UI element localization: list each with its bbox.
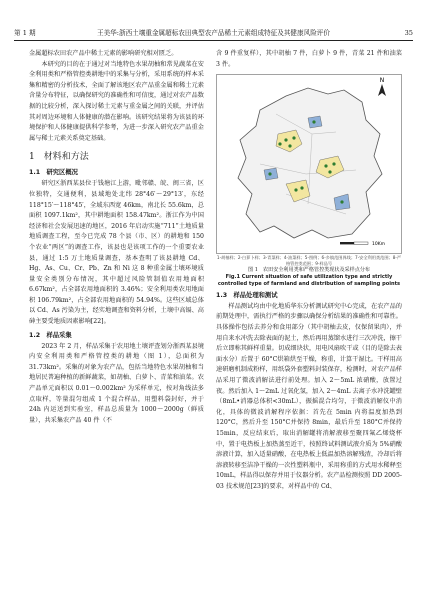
sampling-point <box>294 189 297 192</box>
figure-caption-cn: 图 1 农田安全利用类和严格管控类现状及采样点分布 <box>247 267 371 274</box>
map-legend: 1-胡柚样；2-白萝卜样；3-青菜样；4-油菜样；5-图例；6-乡镇范围界线；7-安全利用类范围；8-严格管控类范围；9-样品号 <box>216 255 402 267</box>
running-title: 王美华:浙西土壤重金属超标农田典型农产品稀土元素组成特征及其健康风险评价 <box>96 29 330 37</box>
right-column <box>216 49 402 492</box>
north-label: N <box>379 77 385 85</box>
study-area-paragraph: 研究区浙西某县位于钱塘江上游，毗邻赣、皖、闽三省，区位独特，交通便利，县域地处北纬 28°46′～29°13′，东经 118°15′～118°45′，全域东西宽 46km，南北长 55.6km，总面积 1097.1km²，其中耕地面积 158.47km²。浙江作为中国经济和社会发展迅速的地区，2016 年启动实施“711”土地质量地质调查工程，至今已完成 78 个县（市、区）的耕地和 150 个农业“两区”的调查工作，该县也是该项工作的一个重要农业县，通过 1:5 万土地质量调查，基本查明了该县耕地 Cd、Hg、As、Cu、Cr、Pb、Zn 和 Ni 这 8 种重金属土壤环境质量安全类别分布情况，其中超过风险管制值农用地面积 6.67km²，占全部农用地面积的 3.46%；安全利用类农用地面积 106.79km²，占全部农用地面积的 54.94%。这些区域总体以 Cd、As 污染为主，经实地调查和资料分析，土壤中高镉、高砷主要受地质因素影响[22]。 <box>29 180 204 326</box>
sampling-point <box>312 121 315 124</box>
subsection-heading-processing: 1.3 样品处理和测试 <box>216 291 278 299</box>
scale-label: 10Km <box>372 242 386 248</box>
sampling-map <box>216 74 402 254</box>
header-rule <box>14 40 413 41</box>
sampling-point <box>284 139 287 142</box>
subsection-heading-sampling: 1.2 样品采集 <box>29 331 72 339</box>
left-column <box>29 49 204 426</box>
processing-paragraph: 样品测试均由中化地质华东分析测试研究中心完成，在农产品的前期处理中，需执行严格的步骤以确保分析结果的准确性和可靠性。具体操作包括去养分和食用部分（其中胡柚去皮，仅保留果肉），并用自来水冲洗去除表面的泥土，然后再用蒸馏水进行三次冲洗，擦干后立即称其鲜样重量。切成细块状，用电风扇吹干或（目的是除去表面水分）后置于 60°C烘箱烘至干燥，称重，计算干湿比。干样用高速研磨机制成粉样，用纸袋外套塑料封装保存，检测时，对农产品样品采用了微波消解法进行前处理。加入 2～5mL 浓硝酸，放置过夜。然后加入 1～2mL 过氧化氢，加入 2～4mL 去离子水冲洗罐壁（8mL•消器总体积<30mL），振摇混合均匀，于微波消解仪中消化，具体的微波消解程序依据：首先在 5min 内将温度加热到 120°C，然后升至 150°C并保持 8min，最后升至 180°C并保持 15min，反应结束后，取出消解罐将消解液移至聚四氟乙烯烧杯中，置于电热板上加热蒸至近干，按照终试料测试液介质为 5%硝酸溶液计算，加入适量硝酸，在电热板上低温加热溶解残渣，冷却后将溶液转移至洁净干燥的一次性塑料瓶中，采用称重的方式用水稀释至 10mL，样品得以保存并用于仪器分析。农产品检测按照 DD 2005-03 技术规范[23]的要求，对样品中的 Cd、 <box>216 302 402 490</box>
sampling-point <box>300 187 303 190</box>
sampling-continued-paragraph: 含 9 件重复样），其中胡柚 7 件，白萝卜 9 件，青菜 21 件和油菜 3 件。 <box>216 50 402 68</box>
sampling-point <box>328 171 331 174</box>
sampling-point <box>288 145 291 148</box>
sampling-point <box>324 165 327 168</box>
intro-paragraph-1: 金属超标农田农产品中稀土元素的影响研究相对匮乏。 <box>29 50 178 57</box>
scale-bar <box>340 241 385 247</box>
issue-number: 第 1 期 <box>14 29 36 37</box>
figure-caption-en: Fig.1 Current situation of safe utilization type and strictly controlled type of farmland and distribution of sampling points <box>217 274 401 287</box>
sampling-point <box>268 173 271 176</box>
sampling-map-figure <box>216 74 402 254</box>
sampling-paragraph: 2023 年 2 月，样品采集于农用地土壤评查划分浙西某县境内安全利用类和严格管控类的耕地（图 1），总面积为 31.73km²。采集的对象为农产品，包括当地特色水果胡柚和当地居民普遍种植的新鲜蔬菜，如胡柚、白萝卜、青菜和油菜。农产品单元面积以 0.01～0.002km² 为采样单元，按对角线法多点取样，等量混匀组成 1 个混合样品，用塑料袋封好，并于 24h 内运送到实验室，样品总质量为 1000～2000g（鲜质量），共采集农产品 40 件（不 <box>29 342 204 424</box>
sampling-point <box>340 201 343 204</box>
sampling-point <box>278 143 281 146</box>
page-number: 35 <box>404 29 413 37</box>
running-header <box>14 28 413 38</box>
north-arrow <box>378 77 386 96</box>
section-heading-materials-methods: 1 材料和方法 <box>29 152 89 163</box>
subsection-heading-study-area: 1.1 研究区概况 <box>29 169 78 177</box>
county-region <box>238 88 382 238</box>
sampling-point <box>292 137 295 140</box>
intro-paragraph-2: 本研究的目的在于通过对当地特色水果胡柚和常见蔬菜在安全利用类和严格管控类耕地中的采集与分析，采用系统的样本采集和精密的分析技术，全面了解该地区农产品重金属和稀土元素含量分布特征，以确保研究的准确性和可信度，通过对农产品数据的比较分析，深入探讨稀土元素与重金属之间的关联，并评估其对周边环境和人体健康的潜在影响。该研究结果将为该县的环境保护和人体健康提供科学参考，为进一步深入研究农产品重金属与稀土元素关系奠定基础。 <box>29 60 204 142</box>
sampling-point <box>332 163 335 166</box>
